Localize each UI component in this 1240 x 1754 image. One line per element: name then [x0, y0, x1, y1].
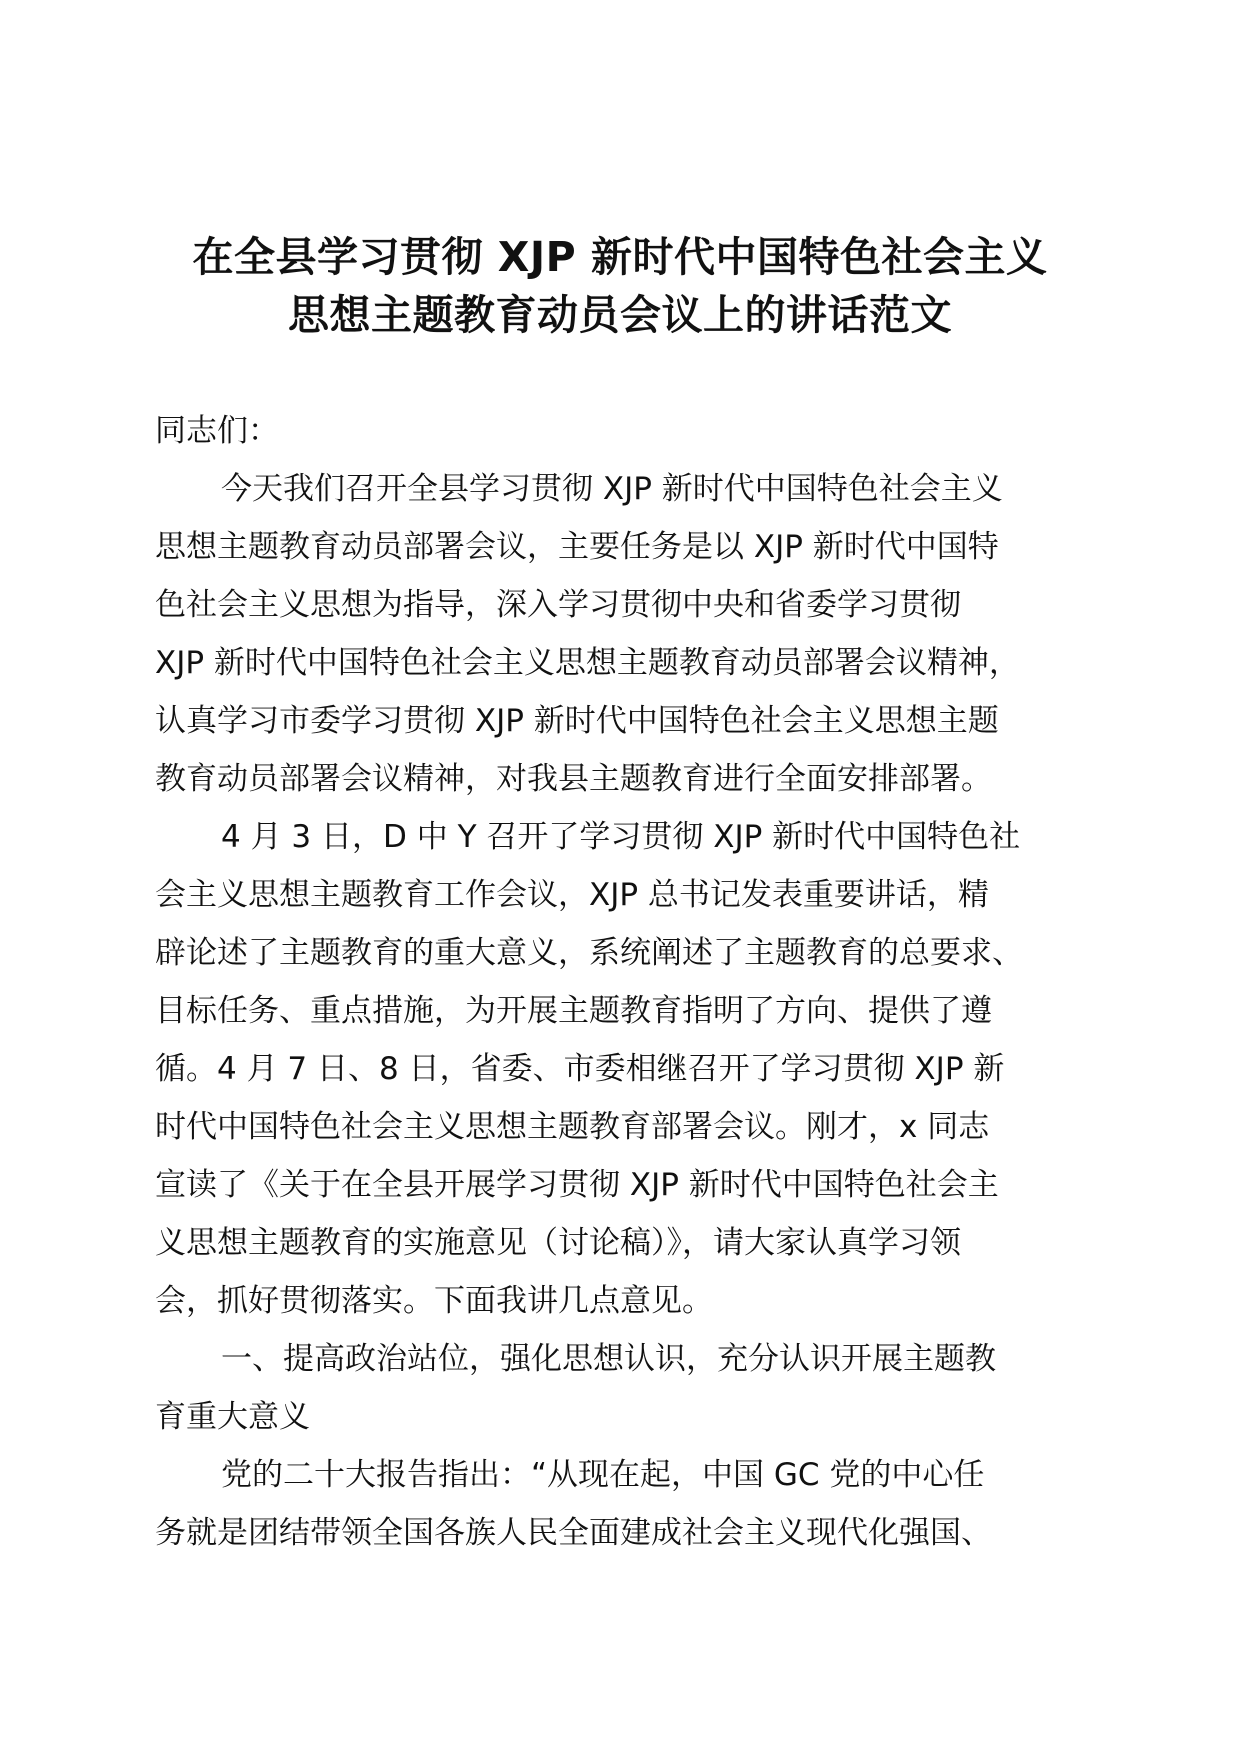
paragraph-line: XJP 新时代中国特色社会主义思想主题教育动员部署会议精神， [155, 645, 1020, 681]
paragraph-line: 务就是团结带领全国各族人民全面建成社会主义现代化强国、 [155, 1515, 992, 1551]
title-line: 思想主题教育动员会议上的讲话范文 [288, 291, 952, 339]
paragraph-line: 教育动员部署会议精神，对我县主题教育进行全面安排部署。 [155, 761, 992, 797]
paragraph-line: 辟论述了主题教育的重大意义，系统阐述了主题教育的总要求、 [155, 935, 1023, 971]
paragraph [155, 808, 1070, 1330]
paragraph-line: 义思想主题教育的实施意见（讨论稿）》，请大家认真学习领 [155, 1225, 961, 1261]
document-body [155, 402, 1070, 1562]
paragraph-line: 时代中国特色社会主义思想主题教育部署会议。刚才，x 同志 [155, 1109, 990, 1145]
paragraph-line: 4 月 3 日，D 中 Y 召开了学习贯彻 XJP 新时代中国特色社 [221, 819, 1021, 855]
paragraph-line: 宣读了《关于在全县开展学习贯彻 XJP 新时代中国特色社会主 [155, 1167, 999, 1203]
paragraph-line: 认真学习市委学习贯彻 XJP 新时代中国特色社会主义思想主题 [155, 703, 999, 739]
paragraph-line: 思想主题教育动员部署会议，主要任务是以 XJP 新时代中国特 [155, 529, 999, 565]
title-line: 在全县学习贯彻 XJP 新时代中国特色社会主义 [192, 233, 1048, 281]
paragraph-line: 目标任务、重点措施，为开展主题教育指明了方向、提供了遵 [155, 993, 992, 1029]
paragraph-line: 会主义思想主题教育工作会议，XJP 总书记发表重要讲话，精 [155, 877, 989, 913]
paragraph-line: 会，抓好贯彻落实。下面我讲几点意见。 [155, 1283, 713, 1319]
salutation: 同志们： [155, 413, 279, 449]
section-heading [155, 1330, 1070, 1446]
paragraph [155, 460, 1070, 808]
paragraph [155, 1446, 1070, 1562]
paragraph-line: 循。4 月 7 日、8 日，省委、市委相继召开了学习贯彻 XJP 新 [155, 1051, 1005, 1087]
paragraph-line: 色社会主义思想为指导，深入学习贯彻中央和省委学习贯彻 [155, 587, 961, 623]
paragraph-line: 党的二十大报告指出：“从现在起，中国 GC 党的中心任 [221, 1457, 985, 1493]
heading-line: 育重大意义 [155, 1399, 310, 1435]
heading-line: 一、提高政治站位，强化思想认识，充分认识开展主题教 [221, 1341, 996, 1377]
paragraph-line: 今天我们召开全县学习贯彻 XJP 新时代中国特色社会主义 [221, 471, 1003, 507]
document-title [140, 228, 1100, 344]
